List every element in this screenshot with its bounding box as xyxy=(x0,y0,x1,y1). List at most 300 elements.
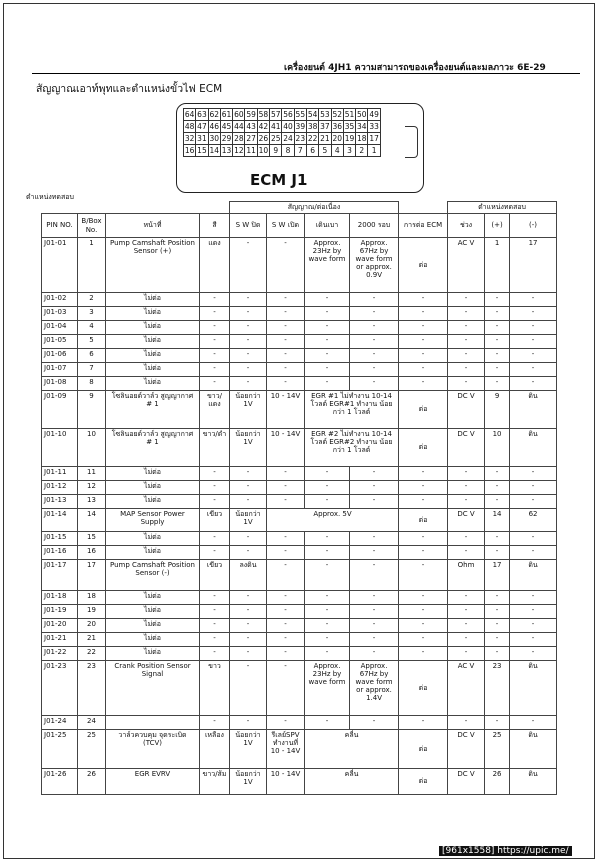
connector-pin: 35 xyxy=(344,122,355,131)
section-title: สัญญาณเอาท์พุทและตำแหน่งขั้วไฟ ECM xyxy=(36,83,223,95)
table-cell: J01-12 xyxy=(42,481,78,495)
connector-pin: 60 xyxy=(234,110,244,119)
table-cell: น้อยกว่า 1V xyxy=(230,429,267,467)
table-cell: DC V xyxy=(448,391,485,429)
table-cell: Crank Position Sensor Signal xyxy=(106,661,200,716)
table-cell: - xyxy=(350,293,399,307)
table-cell: J01-15 xyxy=(42,532,78,546)
connector-pin: 43 xyxy=(246,122,256,131)
table-cell: - xyxy=(267,293,305,307)
table-cell: - xyxy=(230,716,267,730)
table-cell: - xyxy=(230,495,267,509)
table-cell: - xyxy=(485,467,510,481)
table-cell: DC V xyxy=(448,730,485,769)
table-cell: เขียว xyxy=(200,560,230,591)
table-cell: - xyxy=(485,647,510,661)
table-cell: รีเลย์SPV ทำงานที่ 10 - 14V xyxy=(267,730,305,769)
table-cell: ไม่ต่อ xyxy=(106,321,200,335)
table-cell: - xyxy=(305,605,350,619)
table-cell: - xyxy=(230,532,267,546)
table-cell: - xyxy=(510,467,557,481)
table-cell: ดิน xyxy=(510,429,557,467)
connector-pin: 52 xyxy=(332,110,342,119)
table-row xyxy=(42,335,557,349)
table-cell: - xyxy=(230,349,267,363)
table-cell: - xyxy=(448,481,485,495)
table-cell: - xyxy=(305,647,350,661)
table-cell: - xyxy=(510,481,557,495)
connector-pin: 18 xyxy=(357,134,367,143)
table-cell: - xyxy=(399,633,448,647)
connector-pin: 64 xyxy=(184,110,195,119)
table-cell: MAP Sensor Power Supply xyxy=(106,509,200,532)
table-cell: - xyxy=(399,591,448,605)
header-rule xyxy=(32,73,580,74)
connector-pin: 10 xyxy=(258,146,269,155)
table-cell: - xyxy=(230,363,267,377)
table-cell: - xyxy=(350,716,399,730)
table-cell: ไม่ต่อ xyxy=(106,591,200,605)
connector-pin: 20 xyxy=(332,134,342,143)
table-cell: ไม่ต่อ xyxy=(106,481,200,495)
table-cell: 18 xyxy=(78,591,106,605)
table-row xyxy=(42,605,557,619)
col-sw-on: S W เปิด xyxy=(267,214,305,238)
table-cell: - xyxy=(399,467,448,481)
table-cell: - xyxy=(350,546,399,560)
table-cell: 8 xyxy=(78,377,106,391)
connector-pin: 34 xyxy=(357,122,367,131)
table-cell: - xyxy=(448,647,485,661)
table-cell: Approx. 5V xyxy=(267,509,399,532)
table-cell: - xyxy=(485,307,510,321)
table-cell: - xyxy=(230,481,267,495)
table-cell: 23 xyxy=(78,661,106,716)
table-cell: - xyxy=(510,335,557,349)
table-cell: Approx. 67Hz by wave form or approx. 1.4V xyxy=(350,661,399,716)
page-header: เครื่องยนต์ 4JH1 ความสามารถของเครื่องยนต์และมลภาวะ 6E-29 xyxy=(284,63,546,73)
table-cell: - xyxy=(305,532,350,546)
table-cell: - xyxy=(200,716,230,730)
table-cell: J01-26 xyxy=(42,769,78,795)
table-cell: - xyxy=(448,321,485,335)
connector-pin: 44 xyxy=(234,122,244,131)
connector-pin: 45 xyxy=(221,122,232,131)
table-cell: - xyxy=(510,605,557,619)
connector-pin: 32 xyxy=(184,134,195,143)
connector-pin: 53 xyxy=(320,110,330,119)
table-row xyxy=(42,560,557,591)
connector-pin: 38 xyxy=(307,122,318,131)
table-cell: - xyxy=(267,238,305,293)
table-row xyxy=(42,429,557,467)
table-cell: - xyxy=(485,546,510,560)
table-cell: - xyxy=(230,377,267,391)
table-cell: - xyxy=(510,349,557,363)
table-cell: - xyxy=(267,467,305,481)
table-row xyxy=(42,591,557,605)
connector-pin: 39 xyxy=(295,122,306,131)
table-cell: - xyxy=(350,377,399,391)
table-cell: - xyxy=(305,619,350,633)
table-cell: 25 xyxy=(485,730,510,769)
table-cell: - xyxy=(350,349,399,363)
table-cell: J01-19 xyxy=(42,605,78,619)
table-row xyxy=(42,716,557,730)
table-cell: แดง xyxy=(200,238,230,293)
table-cell: - xyxy=(200,647,230,661)
connector-pin: 46 xyxy=(209,122,220,131)
connector-pin: 27 xyxy=(246,134,256,143)
table-cell: - xyxy=(230,605,267,619)
table-cell: โซลินอยด์วาล์ว สูญญากาศ # 1 xyxy=(106,429,200,467)
table-cell: - xyxy=(448,591,485,605)
table-cell: - xyxy=(200,293,230,307)
table-cell: - xyxy=(305,335,350,349)
table-cell: 23 xyxy=(485,661,510,716)
table-cell: 10 - 14V xyxy=(267,429,305,467)
table-cell: ดิน xyxy=(510,730,557,769)
table-cell: J01-22 xyxy=(42,647,78,661)
table-cell: น้อยกว่า 1V xyxy=(230,730,267,769)
table-cell: Approx. 23Hz by wave form xyxy=(305,238,350,293)
table-cell: - xyxy=(267,546,305,560)
table-cell: - xyxy=(350,363,399,377)
connector-pin: 29 xyxy=(221,134,232,143)
connector-pin: 13 xyxy=(221,146,232,155)
connector-pin: 41 xyxy=(270,122,281,131)
connector-pin: 63 xyxy=(197,110,207,119)
table-cell: - xyxy=(350,307,399,321)
table-cell: - xyxy=(350,532,399,546)
table-cell: EGR EVRV xyxy=(106,769,200,795)
table-cell: J01-05 xyxy=(42,335,78,349)
table-cell: - xyxy=(399,495,448,509)
connector-pin: 3 xyxy=(343,145,355,157)
table-cell: - xyxy=(305,349,350,363)
table-cell: - xyxy=(305,560,350,591)
blank-head xyxy=(42,202,230,214)
table-cell: - xyxy=(267,532,305,546)
connector-pin: 30 xyxy=(209,134,220,143)
table-cell: ไม่ต่อ xyxy=(106,377,200,391)
table-cell: - xyxy=(267,647,305,661)
table-cell: - xyxy=(200,495,230,509)
table-cell: - xyxy=(448,633,485,647)
connector-pin: 55 xyxy=(295,110,306,119)
table-cell: J01-18 xyxy=(42,591,78,605)
table-cell: 14 xyxy=(485,509,510,532)
table-cell: - xyxy=(448,605,485,619)
table-cell: ต่อ xyxy=(399,429,448,467)
table-cell: - xyxy=(200,363,230,377)
connector-pin: 19 xyxy=(344,134,355,143)
table-cell: - xyxy=(399,716,448,730)
connector-pin: 42 xyxy=(258,122,269,131)
table-cell: J01-04 xyxy=(42,321,78,335)
table-cell: - xyxy=(448,619,485,633)
table-row xyxy=(42,293,557,307)
table-cell: - xyxy=(200,481,230,495)
connector-pin: 15 xyxy=(197,146,207,155)
table-cell: 5 xyxy=(78,335,106,349)
connector-pin: 58 xyxy=(258,110,269,119)
table-cell: 20 xyxy=(78,619,106,633)
table-cell: 10 xyxy=(485,429,510,467)
table-cell: - xyxy=(267,335,305,349)
connector-pin: 7 xyxy=(294,145,306,157)
table-cell: - xyxy=(350,619,399,633)
table-cell: 11 xyxy=(78,467,106,481)
connector-pin: 9 xyxy=(270,145,282,157)
table-cell: ไม่ต่อ xyxy=(106,293,200,307)
table-cell: - xyxy=(485,293,510,307)
table-cell: 13 xyxy=(78,495,106,509)
table-cell: - xyxy=(399,321,448,335)
table-cell: 1 xyxy=(78,238,106,293)
test-group-header: ตำแหน่งทดสอบ xyxy=(448,202,557,214)
table-cell: - xyxy=(485,716,510,730)
table-cell: - xyxy=(448,377,485,391)
table-cell: - xyxy=(267,307,305,321)
table-cell: - xyxy=(267,661,305,716)
connector-pin: 12 xyxy=(234,146,244,155)
table-cell: - xyxy=(399,377,448,391)
connector-pin: 14 xyxy=(209,146,220,155)
connector-pin: 6 xyxy=(306,145,318,157)
table-cell: - xyxy=(267,560,305,591)
connector-label: ECM J1 xyxy=(250,171,308,189)
table-cell: - xyxy=(399,363,448,377)
connector-pin: 48 xyxy=(184,122,195,131)
table-cell: - xyxy=(267,481,305,495)
table-cell: - xyxy=(399,349,448,363)
table-cell: Pump Camshaft Position Sensor (-) xyxy=(106,560,200,591)
table-row xyxy=(42,349,557,363)
col-sw-off: S W ปิด xyxy=(230,214,267,238)
table-cell: 9 xyxy=(485,391,510,429)
table-cell: J01-02 xyxy=(42,293,78,307)
table-cell: - xyxy=(448,307,485,321)
table-cell: - xyxy=(267,321,305,335)
table-cell: คลื่น xyxy=(305,769,399,795)
table-cell: - xyxy=(485,605,510,619)
table-cell: EGR #1 ไม่ทำงาน 10-14 โวลต์ EGR#1 ทำงาน น้อยกว่า 1 โวลต์ xyxy=(305,391,399,429)
table-cell: - xyxy=(305,467,350,481)
connector-pin: 40 xyxy=(283,122,293,131)
connector-pin: 33 xyxy=(369,122,379,131)
table-cell: - xyxy=(399,481,448,495)
table-cell: - xyxy=(200,377,230,391)
table-row xyxy=(42,647,557,661)
table-cell: DC V xyxy=(448,429,485,467)
table-cell: ดิน xyxy=(510,391,557,429)
table-cell: - xyxy=(448,716,485,730)
table-cell: ดิน xyxy=(510,769,557,795)
table-cell: - xyxy=(510,532,557,546)
table-cell: 26 xyxy=(485,769,510,795)
table-row xyxy=(42,307,557,321)
table-cell: ไม่ต่อ xyxy=(106,532,200,546)
table-cell: ขาว/ดำ xyxy=(200,429,230,467)
table-cell: J01-17 xyxy=(42,560,78,591)
table-cell: - xyxy=(485,335,510,349)
table-row xyxy=(42,363,557,377)
table-cell: - xyxy=(230,591,267,605)
table-cell: 21 xyxy=(78,633,106,647)
col-range: ช่วง xyxy=(448,214,485,238)
table-cell: J01-13 xyxy=(42,495,78,509)
table-cell: J01-14 xyxy=(42,509,78,532)
table-cell: J01-09 xyxy=(42,391,78,429)
table-cell: - xyxy=(267,605,305,619)
col-2000: 2000 รอบ xyxy=(350,214,399,238)
table-cell: J01-11 xyxy=(42,467,78,481)
connector-pin: 22 xyxy=(307,134,318,143)
table-cell: - xyxy=(267,633,305,647)
table-cell: 17 xyxy=(78,560,106,591)
table-cell: - xyxy=(267,495,305,509)
table-cell: ขาว xyxy=(200,661,230,716)
connector-pin: 36 xyxy=(332,122,342,131)
table-cell: - xyxy=(267,363,305,377)
table-cell: - xyxy=(448,546,485,560)
table-cell: - xyxy=(485,321,510,335)
table-cell: 10 xyxy=(78,429,106,467)
table-cell: - xyxy=(399,546,448,560)
connector-notch xyxy=(405,126,418,158)
connector-pin: 8 xyxy=(282,145,294,157)
table-cell: - xyxy=(399,307,448,321)
table-cell: - xyxy=(448,467,485,481)
table-cell: J01-16 xyxy=(42,546,78,560)
table-cell: - xyxy=(399,605,448,619)
table-cell: - xyxy=(305,363,350,377)
table-cell: J01-24 xyxy=(42,716,78,730)
table-cell: - xyxy=(230,647,267,661)
table-cell: ต่อ xyxy=(399,769,448,795)
table-cell: ต่อ xyxy=(399,661,448,716)
connector-pin: 28 xyxy=(234,134,244,143)
table-cell: - xyxy=(350,605,399,619)
table-cell: น้อยกว่า 1V xyxy=(230,769,267,795)
table-cell: - xyxy=(510,619,557,633)
table-cell: 6 xyxy=(78,349,106,363)
connector-pin: 56 xyxy=(283,110,293,119)
table-caption: ตำแหน่งทดสอบ xyxy=(26,193,74,201)
table-cell: 22 xyxy=(78,647,106,661)
table-cell: - xyxy=(305,481,350,495)
table-cell: - xyxy=(485,377,510,391)
connector-pin: 5 xyxy=(319,145,331,157)
table-row xyxy=(42,769,557,795)
connector-pin: 51 xyxy=(344,110,355,119)
table-cell: เหลือง xyxy=(200,730,230,769)
table-cell: 26 xyxy=(78,769,106,795)
table-cell: - xyxy=(305,377,350,391)
table-cell: 14 xyxy=(78,509,106,532)
table-cell: Approx. 67Hz by wave form or approx. 0.9V xyxy=(350,238,399,293)
table-cell: - xyxy=(230,467,267,481)
table-cell: - xyxy=(485,591,510,605)
table-cell: - xyxy=(200,307,230,321)
table-cell: - xyxy=(305,307,350,321)
table-cell: วาล์วควบคุม จุดระเบิด (TCV) xyxy=(106,730,200,769)
table-cell: - xyxy=(510,377,557,391)
table-cell: - xyxy=(399,335,448,349)
table-cell: - xyxy=(510,633,557,647)
table-cell: ขาว/ส้ม xyxy=(200,769,230,795)
table-cell: 24 xyxy=(78,716,106,730)
table-cell: - xyxy=(485,495,510,509)
table-cell: - xyxy=(230,633,267,647)
table-cell: - xyxy=(510,495,557,509)
table-cell: - xyxy=(485,619,510,633)
table-cell: น้อยกว่า 1V xyxy=(230,391,267,429)
table-row xyxy=(42,467,557,481)
table-cell: - xyxy=(230,546,267,560)
table-cell: - xyxy=(230,293,267,307)
table-cell: - xyxy=(200,532,230,546)
table-cell: Approx. 23Hz by wave form xyxy=(305,661,350,716)
table-row xyxy=(42,509,557,532)
table-cell: ไม่ต่อ xyxy=(106,605,200,619)
connector-pin: 24 xyxy=(283,134,293,143)
table-cell: ไม่ต่อ xyxy=(106,633,200,647)
table-cell: - xyxy=(485,633,510,647)
table-cell: - xyxy=(448,363,485,377)
table-cell: ไม่ต่อ xyxy=(106,495,200,509)
table-cell: J01-25 xyxy=(42,730,78,769)
connector-pin: 62 xyxy=(209,110,220,119)
footer-watermark: [961x1558] https://upic.me/ xyxy=(439,846,572,856)
connector-pin: 1 xyxy=(368,145,380,157)
table-cell: - xyxy=(267,716,305,730)
table-cell: ไม่ต่อ xyxy=(106,619,200,633)
table-cell xyxy=(106,716,200,730)
table-cell: น้อยกว่า 1V xyxy=(230,509,267,532)
table-cell: - xyxy=(350,481,399,495)
table-cell: ดิน xyxy=(510,661,557,716)
col-plus: (+) xyxy=(485,214,510,238)
table-cell: - xyxy=(230,619,267,633)
table-cell: - xyxy=(230,335,267,349)
table-cell: - xyxy=(399,619,448,633)
table-cell: ลงดิน xyxy=(230,560,267,591)
table-cell: ต่อ xyxy=(399,730,448,769)
table-cell: - xyxy=(485,349,510,363)
table-cell: - xyxy=(200,619,230,633)
table-cell: - xyxy=(305,633,350,647)
table-cell: - xyxy=(200,467,230,481)
table-cell: - xyxy=(510,363,557,377)
table-cell: - xyxy=(399,560,448,591)
table-cell: J01-21 xyxy=(42,633,78,647)
table-cell: - xyxy=(305,716,350,730)
connector-pin-grid xyxy=(183,108,381,157)
table-cell: - xyxy=(267,349,305,363)
table-cell: J01-07 xyxy=(42,363,78,377)
table-cell: Pump Camshaft Position Sensor (+) xyxy=(106,238,200,293)
col-conn: การต่อ ECM xyxy=(399,214,448,238)
table-cell: - xyxy=(200,605,230,619)
table-cell: - xyxy=(200,546,230,560)
table-cell: - xyxy=(350,591,399,605)
table-cell: - xyxy=(350,495,399,509)
table-cell: DC V xyxy=(448,509,485,532)
connector-pin: 61 xyxy=(221,110,232,119)
table-row xyxy=(42,495,557,509)
